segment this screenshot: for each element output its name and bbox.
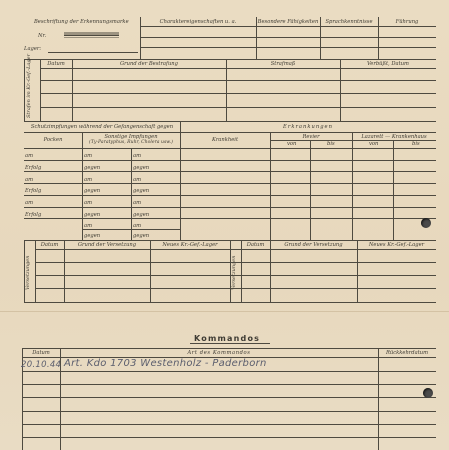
pen-col-served: Verbüßt, Datum xyxy=(367,61,409,67)
kommandos-title: Kommandos xyxy=(194,334,261,343)
tr-col-reason: Grund der Versetzung xyxy=(77,242,137,248)
vacc-cell: am xyxy=(133,223,142,229)
vacc-cell: gegen xyxy=(84,188,101,194)
kommando-type: Art. Kdo 1703 Westenholz - Paderborn xyxy=(64,358,267,369)
vacc-cell: am xyxy=(25,153,34,159)
vacc-cell: gegen xyxy=(133,233,150,239)
disease-title: Erkrankungen xyxy=(283,124,333,130)
pen-col-date: Datum xyxy=(47,61,65,67)
vacc-cell: gegen xyxy=(133,188,150,194)
lager-field[interactable] xyxy=(48,52,138,53)
tr-col-reason-2: Grund der Versetzung xyxy=(284,242,343,248)
vacc-cell: am xyxy=(84,223,93,229)
k-col-return: Rückkehrdatum xyxy=(385,350,429,356)
vacc-cell: gegen xyxy=(133,212,150,218)
k-col-type: Art des Kommandos xyxy=(187,350,251,356)
nr-label: Nr. xyxy=(38,33,47,39)
vacc-col-pocken: Pocken xyxy=(43,137,63,143)
vacc-cell: Erfolg xyxy=(25,212,42,218)
vacc-col-other: Sonstige Impfungen xyxy=(104,134,158,140)
penalties-side-label: Strafen im Kr.-Gef.-Lager xyxy=(26,54,32,118)
vacc-cell: am xyxy=(133,200,142,206)
vacc-cell: gegen xyxy=(84,233,101,239)
vacc-cell: am xyxy=(133,153,142,159)
punch-hole xyxy=(421,218,431,228)
pen-col-measure: Strafmaß xyxy=(270,61,296,67)
tag-label: Beschriftung der Erkennungsmarke xyxy=(34,19,129,25)
vacc-cell: gegen xyxy=(84,165,101,171)
vacc-cell: Erfolg xyxy=(25,188,42,194)
disease-col-hospital: Lazarett — Krankenhaus xyxy=(361,134,427,140)
vacc-cell: am xyxy=(25,200,34,206)
vacc-cell: am xyxy=(84,177,93,183)
kommando-date: 20.10.44 xyxy=(21,360,62,370)
transfers-side-label: Versetzungen xyxy=(25,255,31,290)
col-character: Charaktereigenschaften u. a. xyxy=(159,19,237,25)
nr-field[interactable] xyxy=(64,32,119,38)
col-languages: Sprachkenntnisse xyxy=(325,19,373,25)
vacc-cell: am xyxy=(84,153,93,159)
vacc-cell: am xyxy=(25,177,34,183)
col-skills: Besondere Fähigkeiten xyxy=(257,19,319,25)
vacc-cell: am xyxy=(133,177,142,183)
lager-label: Lager: xyxy=(24,46,42,52)
punch-hole xyxy=(423,388,433,398)
disease-col-ward: Revier xyxy=(302,134,320,140)
k-col-date: Datum xyxy=(32,350,50,356)
hosp-bis: bis xyxy=(412,141,420,147)
vacc-cell: am xyxy=(84,200,93,206)
vacc-title: Schutzimpfungen während der Gefangenschaft gegen xyxy=(30,124,174,130)
ward-von: von xyxy=(287,141,297,147)
ward-bis: bis xyxy=(327,141,335,147)
disease-col-illness: Krankheit xyxy=(211,137,239,143)
tr-col-camp: Neues Kr.-Gef.-Lager xyxy=(162,242,218,248)
hosp-von: von xyxy=(369,141,379,147)
tr-col-date: Datum xyxy=(40,242,59,248)
tr-col-date-2: Datum xyxy=(246,242,265,248)
col-conduct: Führung xyxy=(395,19,419,25)
transfers-side-label-2: Versetzungen xyxy=(231,255,237,290)
vacc-col-other-sub: (Ty-Paratyphus, Ruhr, Cholera usw.) xyxy=(89,140,173,145)
vacc-cell: gegen xyxy=(84,212,101,218)
vacc-cell: Erfolg xyxy=(25,165,42,171)
pen-col-reason: Grund der Bestrafung xyxy=(120,61,178,67)
vacc-cell: gegen xyxy=(133,165,150,171)
tr-col-camp-2: Neues Kr.-Gef.-Lager xyxy=(368,242,425,248)
